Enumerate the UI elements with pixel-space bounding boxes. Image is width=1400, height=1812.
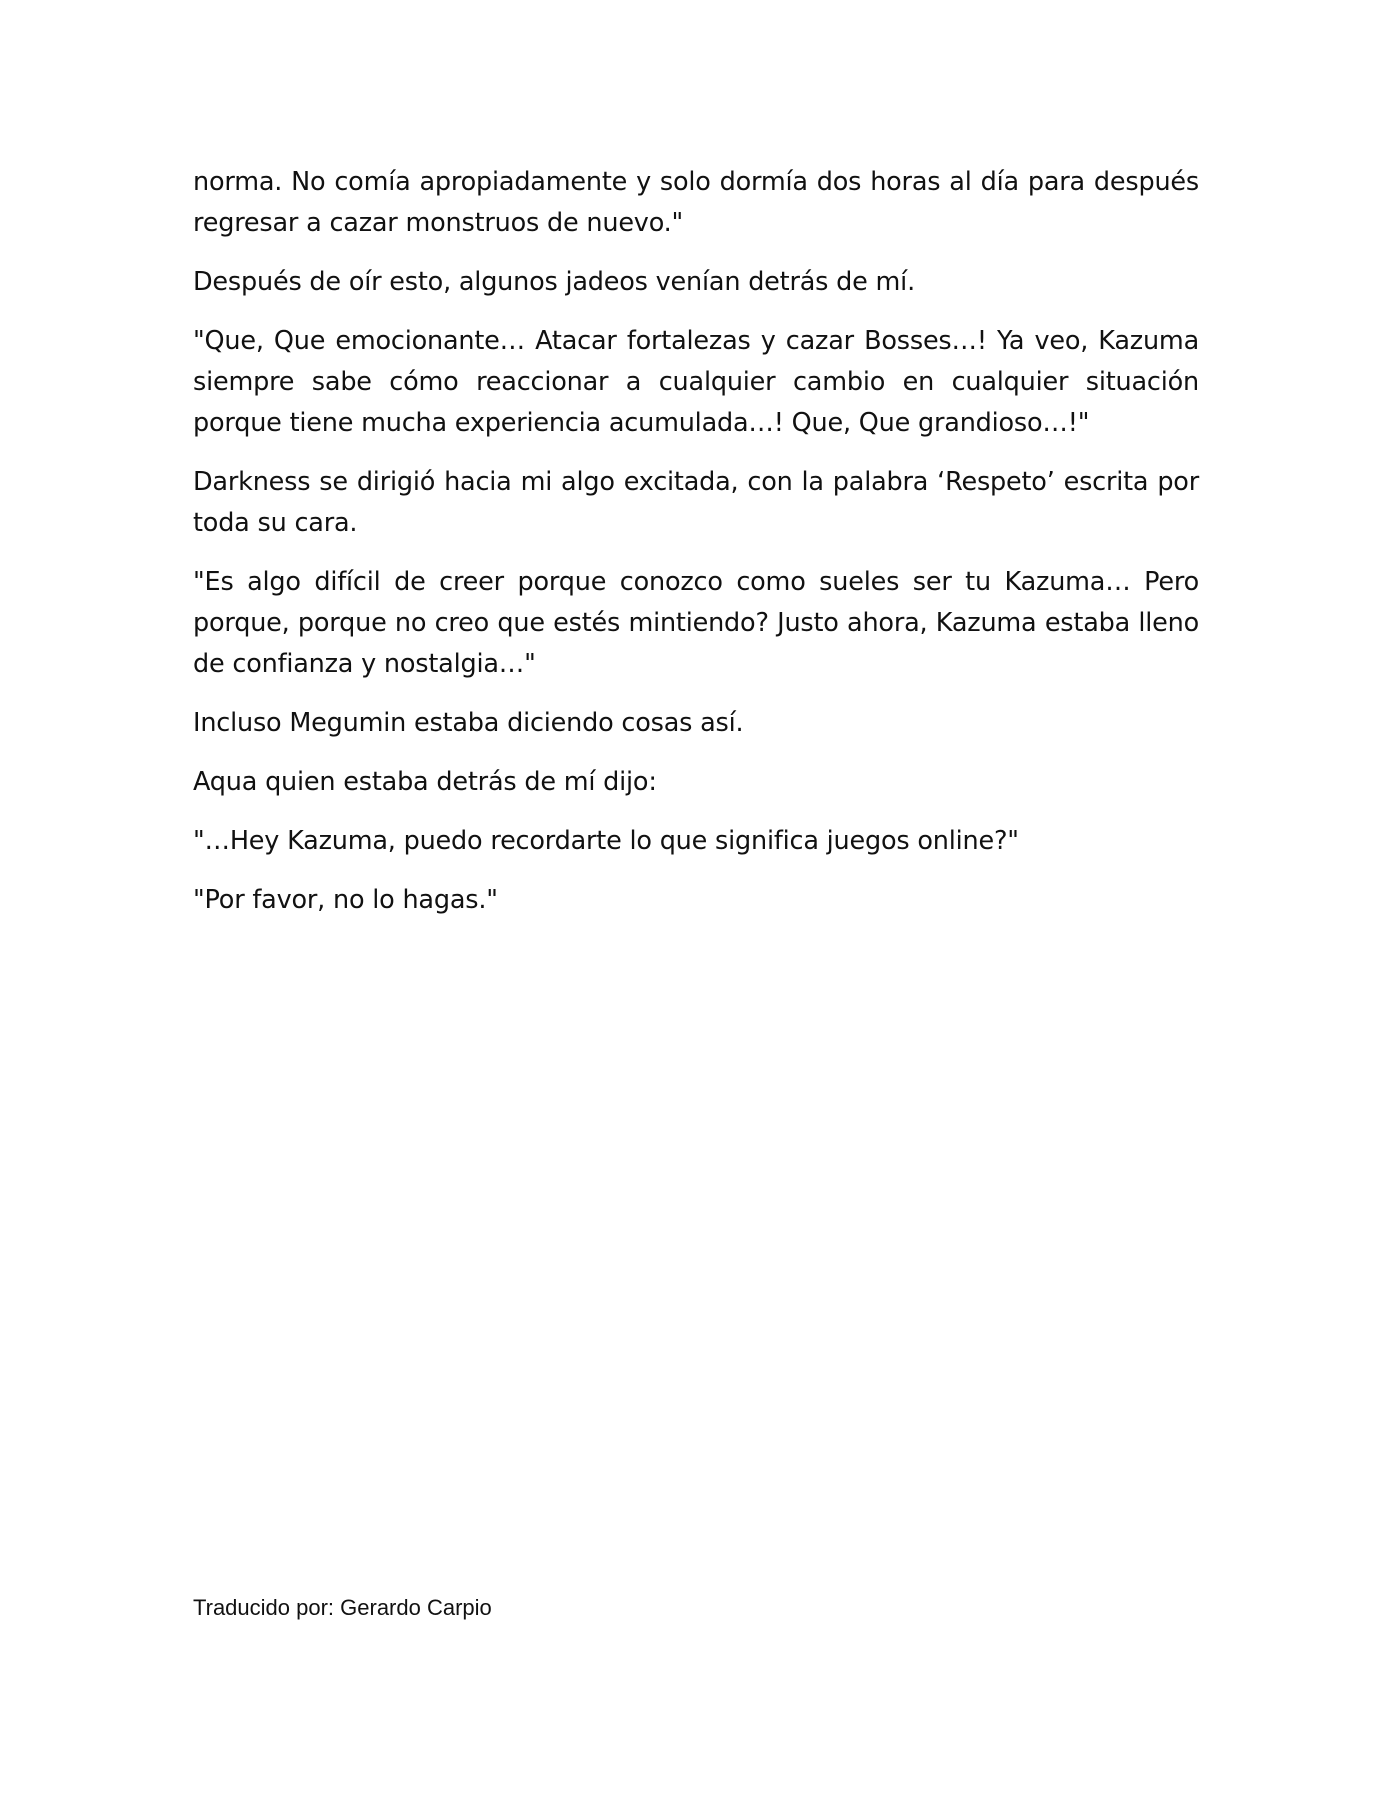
paragraph: Después de oír esto, algunos jadeos venían detrás de mí. [193,267,915,297]
paragraph: "Es algo difícil de creer porque conozco como sueles ser tu Kazuma… Pero porque, porque no creo que estés mintiendo? Justo ahora, Kazuma estaba lleno de confianza y nostalgia…" [193,567,1199,679]
paragraph: norma. No comía apropiadamente y solo dormía dos horas al día para después regresar a cazar monstruos de nuevo." [193,167,1199,238]
paragraph: Darkness se dirigió hacia mi algo excitada, con la palabra ‘Respeto’ escrita por toda su cara. [193,467,1199,538]
paragraph: "Por favor, no lo hagas." [193,885,498,915]
translator-credit: Traducido por: Gerardo Carpio [193,1595,492,1620]
body-text [193,162,1199,939]
paragraph: Incluso Megumin estaba diciendo cosas así. [193,708,744,738]
paragraph: "Que, Que emocionante… Atacar fortalezas y cazar Bosses…! Ya veo, Kazuma siempre sabe cómo reaccionar a cualquier cambio en cualquier situación porque tiene mucha experiencia acumulada…! Que, Que grandioso…!" [193,326,1199,438]
paragraph: "…Hey Kazuma, puedo recordarte lo que significa juegos online?" [193,826,1019,856]
paragraph: Aqua quien estaba detrás de mí dijo: [193,767,657,797]
